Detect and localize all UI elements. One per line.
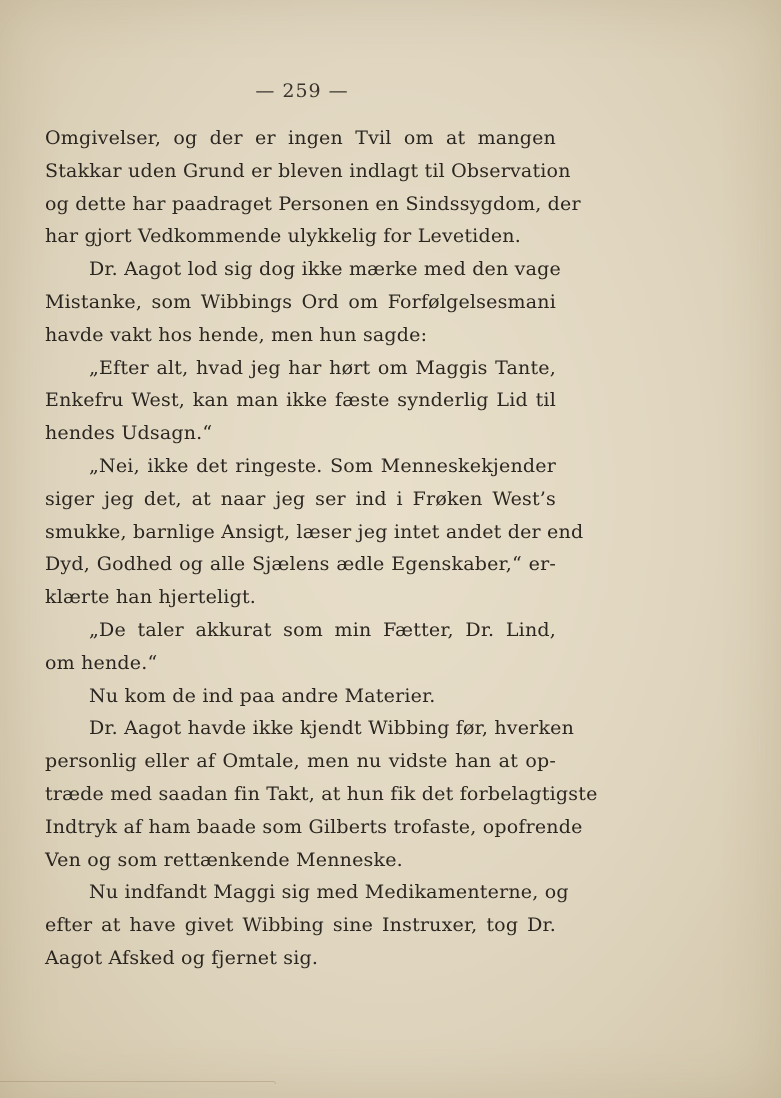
- text-line: „Efter alt, hvad jeg har hørt om Maggis Tante,: [89, 356, 556, 379]
- page-number: — 259 —: [255, 80, 349, 102]
- text-line: Dyd, Godhed og alle Sjælens ædle Egenskaber,“ er-: [45, 553, 556, 576]
- text-line: smukke, barnlige Ansigt, læser jeg intet andet der end: [45, 520, 584, 543]
- text-line: Indtryk af ham baade som Gilberts trofaste, opofrende: [45, 815, 583, 838]
- text-line: Nu indfandt Maggi sig med Medikamenterne, og: [89, 881, 569, 904]
- text-line: havde vakt hos hende, men hun sagde:: [45, 323, 428, 346]
- text-line: Enkefru West, kan man ikke fæste synderlig Lid til: [45, 389, 556, 412]
- text-line: Aagot Afsked og fjernet sig.: [45, 946, 319, 969]
- text-line: Omgivelser, og der er ingen Tvil om at mangen: [45, 127, 556, 149]
- paper-crease: [0, 1081, 276, 1084]
- text-line: og dette har paadraget Personen en Sindssygdom, der: [45, 192, 581, 215]
- text-line: Dr. Aagot lod sig dog ikke mærke med den vage: [89, 258, 561, 281]
- text-line: Nu kom de ind paa andre Materier.: [89, 684, 436, 707]
- text-line: hendes Udsagn.“: [45, 422, 213, 445]
- text-line: klærte han hjerteligt.: [45, 586, 257, 609]
- text-line: træde med saadan fin Takt, at hun fik det forbelagtigste: [45, 782, 598, 805]
- text-line: har gjort Vedkommende ulykkelig for Levetiden.: [45, 225, 521, 248]
- text-line: personlig eller af Omtale, men nu vidste han at op-: [45, 750, 556, 773]
- text-line: efter at have givet Wibbing sine Instruxer, tog Dr.: [45, 914, 556, 937]
- text-line: om hende.“: [45, 651, 158, 674]
- text-line: „De taler akkurat som min Fætter, Dr. Lind,: [89, 618, 556, 641]
- text-line: Dr. Aagot havde ikke kjendt Wibbing før, hverken: [89, 717, 575, 740]
- text-line: Mistanke, som Wibbings Ord om Forfølgelsesmani: [45, 290, 556, 313]
- text-line: Ven og som rettænkende Menneske.: [45, 848, 403, 871]
- text-line: siger jeg det, at naar jeg ser ind i Frøken West’s: [45, 487, 556, 510]
- text-line: Stakkar uden Grund er bleven indlagt til Observation: [45, 159, 571, 182]
- body-text: [45, 122, 598, 975]
- text-line: „Nei, ikke det ringeste. Som Menneskekjender: [89, 454, 556, 477]
